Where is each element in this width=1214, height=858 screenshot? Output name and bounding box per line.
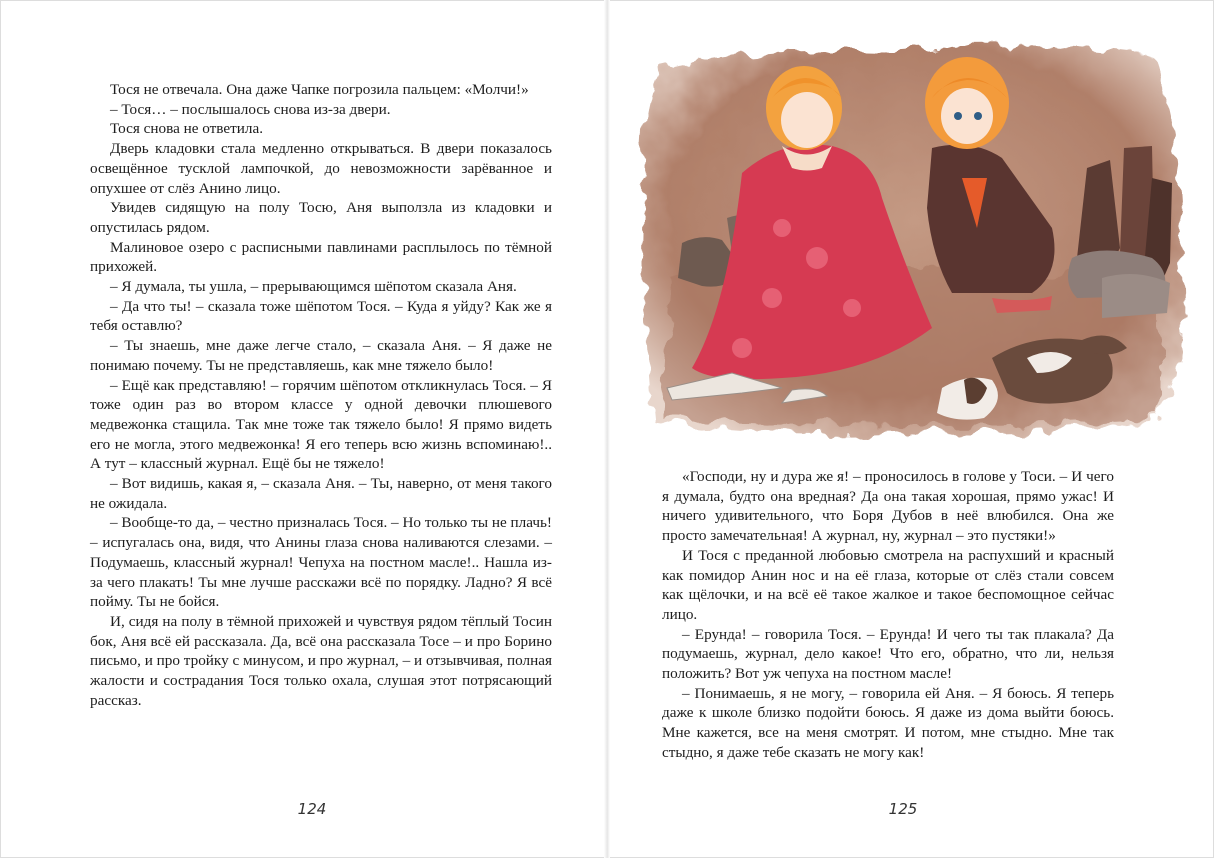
paragraph: – Я думала, ты ушла, – прерывающимся шёпотом сказала Аня. bbox=[110, 278, 517, 296]
left-page-text bbox=[90, 80, 552, 711]
paragraph: – Понимаешь, я не могу, – говорила ей Аня. – Я боюсь. Я теперь даже к школе близко подойти боюсь. Я даже из дома выйти боюсь. Мне кажется, все на меня смотрят. И потом, мне стыдно. Мне так стыдно, я даже тебе сказать не могу как! bbox=[662, 684, 1114, 761]
paragraph: Увидев сидящую на полу Тосю, Аня выползла из кладовки и опустилась рядом. bbox=[90, 199, 552, 236]
paragraph: И, сидя на полу в тёмной прихожей и чувствуя рядом тёплый Тосин бок, Аня всё ей рассказала. Да, всё она рассказала Тосе – и про Борино письмо, и про тройку с минусом, и про журнал, – и отзывчивая, полная жалости и сострадания Тося только охала, слушая этот потрясающий рассказ. bbox=[90, 612, 552, 709]
paragraph: Тося не отвечала. Она даже Чапке погрозила пальцем: «Молчи!» bbox=[110, 81, 529, 98]
paragraph: – Вообще-то да, – честно призналась Тося. – Но только ты не плачь! – испугалась она, видя, что Анины глаза снова наливаются слезами. – Подумаешь, классный журнал! Чепуха на постном масле!.. Нашла из-за чего плакать! Ты мне лучше расскажи всё по порядку. Ладно? Я всё пойму. Ты не бойся. bbox=[90, 514, 552, 611]
book-gutter bbox=[604, 0, 610, 858]
paragraph: Дверь кладовки стала медленно открываться. В двери показалось освещённое тусклой лампочкой, до невозможности зарёванное и опухшее от слёз Анино лицо. bbox=[90, 140, 552, 197]
paragraph: И Тося с преданной любовью смотрела на распухший и красный как помидор Анин нос и на её глаза, которые от слёз стали совсем как щёлочки, и на всё её такое жалкое и такое беспомощное сейчас лицо. bbox=[662, 546, 1114, 623]
right-page-text bbox=[662, 467, 1114, 763]
paragraph: Малиновое озеро с расписными павлинами расплылось по тёмной прихожей. bbox=[90, 238, 552, 276]
paragraph: – Тося… – послышалось снова из-за двери. bbox=[110, 100, 391, 118]
paragraph: Тося снова не ответила. bbox=[110, 120, 264, 138]
page-number-right: 125 bbox=[888, 800, 918, 818]
paragraph: – Ерунда! – говорила Тося. – Ерунда! И чего ты так плакала? Да подумаешь, журнал, дело какое! Что его, обратно, что ли, нельзя положить? Вот уж чепуха на постном масле! bbox=[662, 625, 1114, 683]
paragraph: – Да что ты! – сказала тоже шёпотом Тося. – Куда я уйду? Как же я тебя оставлю? bbox=[90, 297, 552, 335]
page-number-left: 124 bbox=[297, 800, 327, 818]
paragraph: – Ты знаешь, мне даже легче стало, – сказала Аня. – Я даже не понимаю почему. Ты не представляешь, как мне тяжело было! bbox=[90, 337, 552, 374]
paragraph: «Господи, ну и дура же я! – проносилось в голове у Тоси. – И чего я думала, будто она вредная? Да она такая хорошая, прямо ужас! И ничего удивительного, что Боря Дубов в неё влюбился. Она же просто замечательная! А журнал, ну, журнал – это пустяки!» bbox=[662, 468, 1114, 545]
paragraph: – Ещё как представляю! – горячим шёпотом откликнулась Тося. – Я тоже один раз во втором классе у одной девочки плюшевого медвежонка стащила. Так мне тоже так тяжело было! Я прямо видеть его не могла, этого медвежонка! Я его теперь всю жизнь вспоминаю!.. А тут – классный журнал. Ещё бы не тяжело! bbox=[90, 376, 552, 473]
paragraph: – Вот видишь, какая я, – сказала Аня. – Ты, наверно, от меня такого не ожидала. bbox=[90, 475, 552, 512]
two-girls-sitting-with-dog-illustration bbox=[632, 28, 1192, 444]
